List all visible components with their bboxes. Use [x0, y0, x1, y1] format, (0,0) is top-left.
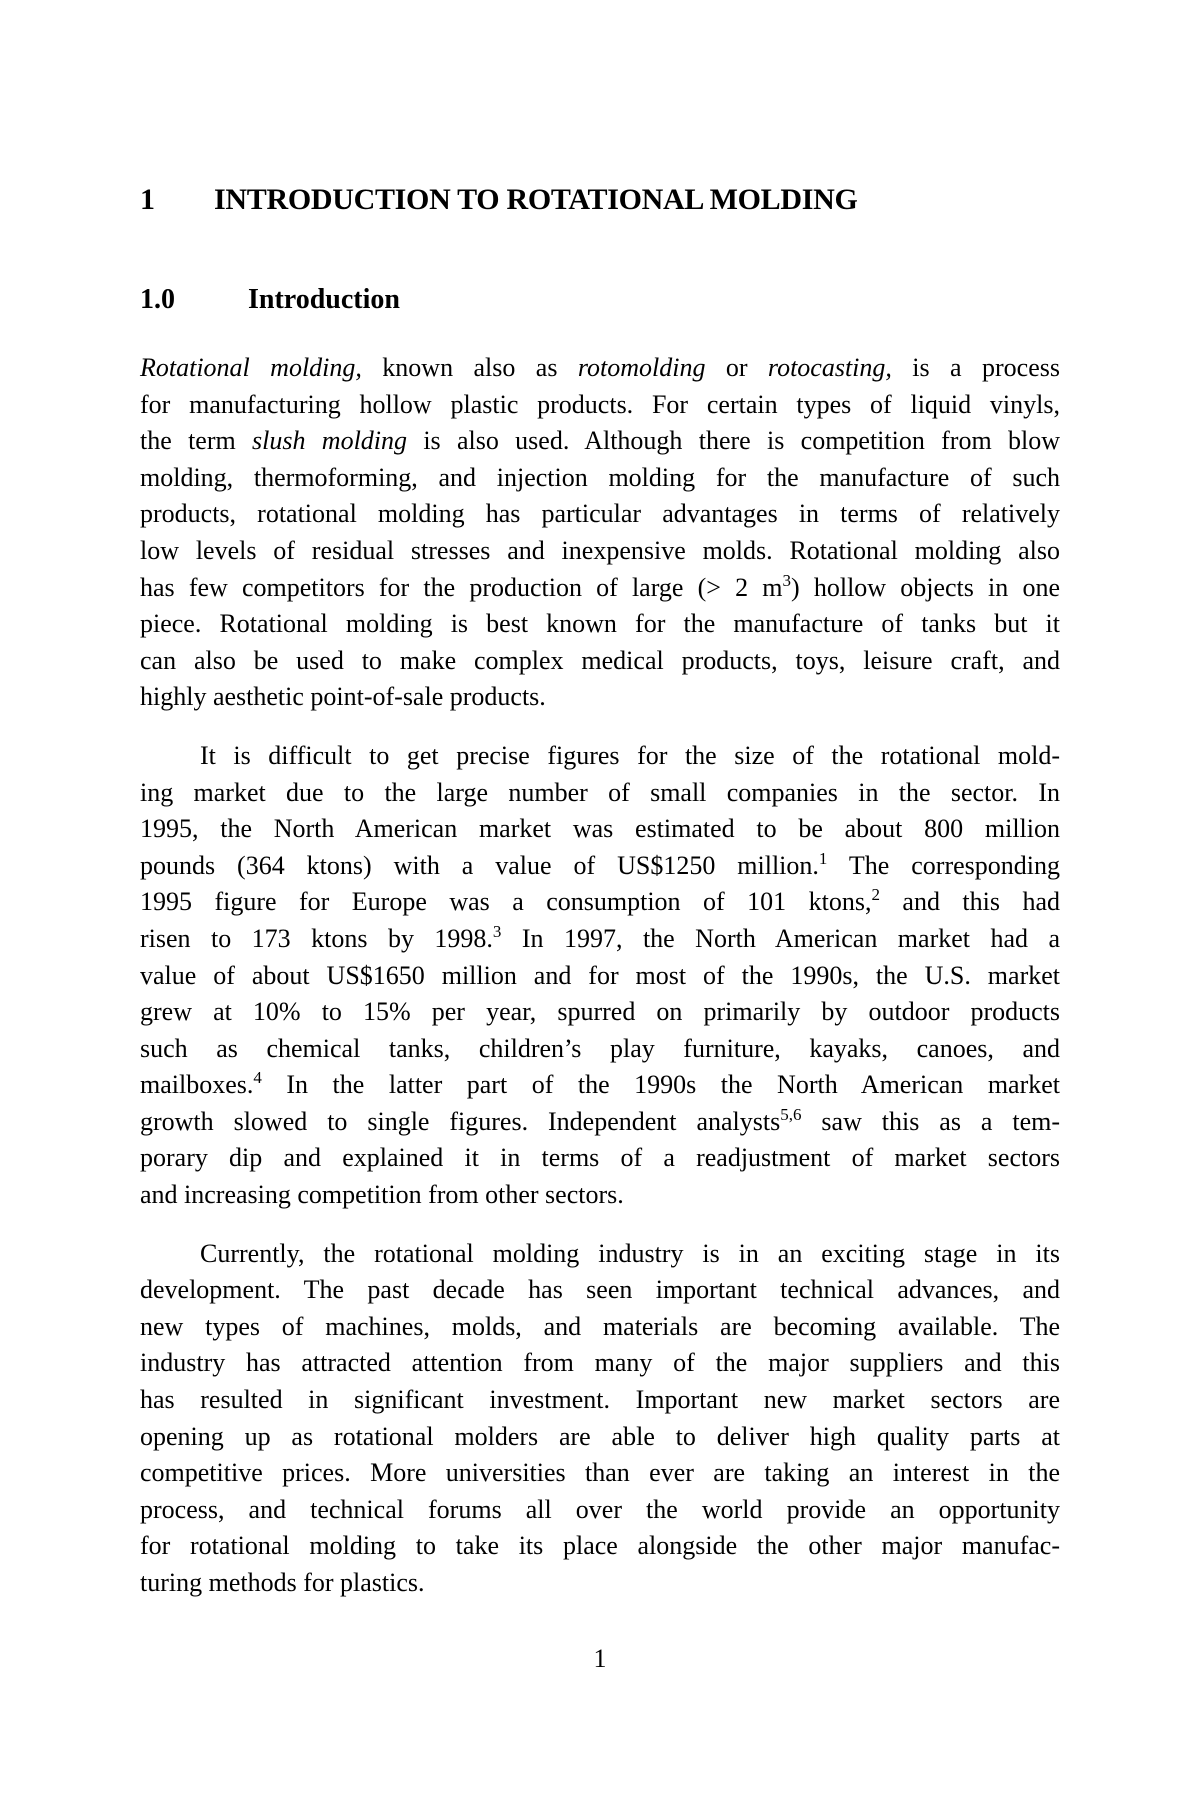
paragraph-2 [140, 738, 1060, 1214]
footnote-ref: 1 [818, 848, 828, 868]
text-line [140, 1067, 1060, 1104]
page-number: 1 [593, 1644, 607, 1673]
text-line: turing methods for plastics. [140, 1568, 425, 1597]
term-rotocasting: rotocasting, [767, 353, 892, 382]
text-span: mailboxes. [140, 1070, 254, 1100]
term-rotomolding: rotomolding [577, 353, 706, 382]
text-line: industry has attracted attention from many of the major suppliers and this [140, 1348, 1060, 1378]
footnote-ref: 4 [253, 1068, 262, 1088]
text-line: and increasing competition from other sectors. [140, 1180, 624, 1210]
text-line: products, rotational molding has particular advantages in terms of relatively [140, 499, 1060, 529]
text-span: The corresponding [827, 850, 1060, 880]
text-line: new types of machines, molds, and materials are becoming available. The [140, 1311, 1060, 1341]
text-line: value of about US$1650 million and for most of the 1990s, the U.S. market [140, 960, 1060, 990]
text-span: In 1997, the North American market had a [501, 923, 1060, 953]
text-line: such as chemical tanks, children’s play furniture, kayaks, canoes, and [140, 1033, 1060, 1063]
text-line: for rotational molding to take its place alongside the other major manufac- [140, 1531, 1060, 1561]
text-line: ing market due to the large number of small companies in the sector. In [140, 777, 1060, 807]
text-span: ) hollow objects in one [791, 572, 1060, 602]
text-line [140, 848, 1060, 885]
text-line: competitive prices. More universities than ever are taking an interest in the [140, 1458, 1060, 1488]
footnote-ref: 2 [871, 885, 880, 905]
text-span: known also as [361, 353, 578, 382]
text-span: saw this as a tem- [801, 1106, 1061, 1136]
text-line [140, 350, 1060, 387]
text-span: growth slowed to single figures. Independent analysts [140, 1106, 781, 1136]
footnote-ref: 3 [492, 921, 502, 941]
text-line [140, 884, 1060, 921]
text-line [140, 921, 1060, 958]
section-heading [140, 284, 1060, 316]
text-line: for manufacturing hollow plastic products. For certain types of liquid vinyls, [140, 389, 1060, 419]
text-span: is also used. Although there is competition from blow [407, 426, 1060, 456]
text-line: development. The past decade has seen important technical advances, and [140, 1275, 1060, 1305]
term-slush-molding: slush molding [252, 426, 408, 456]
text-line [140, 570, 1060, 607]
text-span: 1995 figure for Europe was a consumption of 101 ktons, [140, 887, 872, 917]
text-span: is a process [891, 353, 1060, 382]
body-text [140, 350, 1060, 1624]
text-line: highly aesthetic point-of-sale products. [140, 682, 546, 712]
section-title: Introduction [248, 284, 400, 315]
text-span: has few competitors for the production of large (> 2 m [140, 572, 783, 602]
text-line [140, 1104, 1060, 1141]
text-line: has resulted in significant investment. Important new market sectors are [140, 1385, 1060, 1415]
text-line: piece. Rotational molding is best known for the manufacture of tanks but it [140, 609, 1060, 639]
text-span: risen to 173 ktons by 1998. [140, 923, 493, 953]
paragraph-1 [140, 350, 1060, 716]
text-line: Currently, the rotational molding industry is in an exciting stage in its [200, 1238, 1060, 1268]
text-line: process, and technical forums all over the world provide an opportunity [140, 1494, 1060, 1524]
text-span: or [705, 353, 768, 382]
text-line [140, 423, 1060, 460]
chapter-number: 1 [140, 183, 155, 216]
section-number: 1.0 [140, 284, 175, 315]
text-line: porary dip and explained it in terms of a readjustment of market sectors [140, 1143, 1060, 1173]
chapter-heading [140, 183, 1060, 217]
text-line: It is difficult to get precise figures for the size of the rotational mold- [200, 740, 1060, 770]
chapter-title: INTRODUCTION TO ROTATIONAL MOLDING [214, 183, 858, 216]
text-line: opening up as rotational molders are able to deliver high quality parts at [140, 1421, 1060, 1451]
text-line: low levels of residual stresses and inexpensive molds. Rotational molding also [140, 535, 1060, 565]
footnote-ref: 5,6 [780, 1104, 802, 1124]
text-span: the term [140, 426, 253, 456]
text-line: 1995, the North American market was estimated to be about 800 million [140, 814, 1060, 844]
term-rotational-molding: Rotational molding, [140, 353, 362, 382]
superscript: 3 [782, 570, 792, 590]
text-span: In the latter part of the 1990s the North American market [261, 1070, 1060, 1100]
text-span: and this had [879, 887, 1060, 917]
text-line: grew at 10% to 15% per year, spurred on primarily by outdoor products [140, 997, 1060, 1027]
text-line: can also be used to make complex medical products, toys, leisure craft, and [140, 645, 1060, 675]
text-span: pounds (364 ktons) with a value of US$1250 million. [140, 850, 819, 880]
text-line: molding, thermoforming, and injection molding for the manufacture of such [140, 462, 1060, 492]
paragraph-3 [140, 1236, 1060, 1602]
